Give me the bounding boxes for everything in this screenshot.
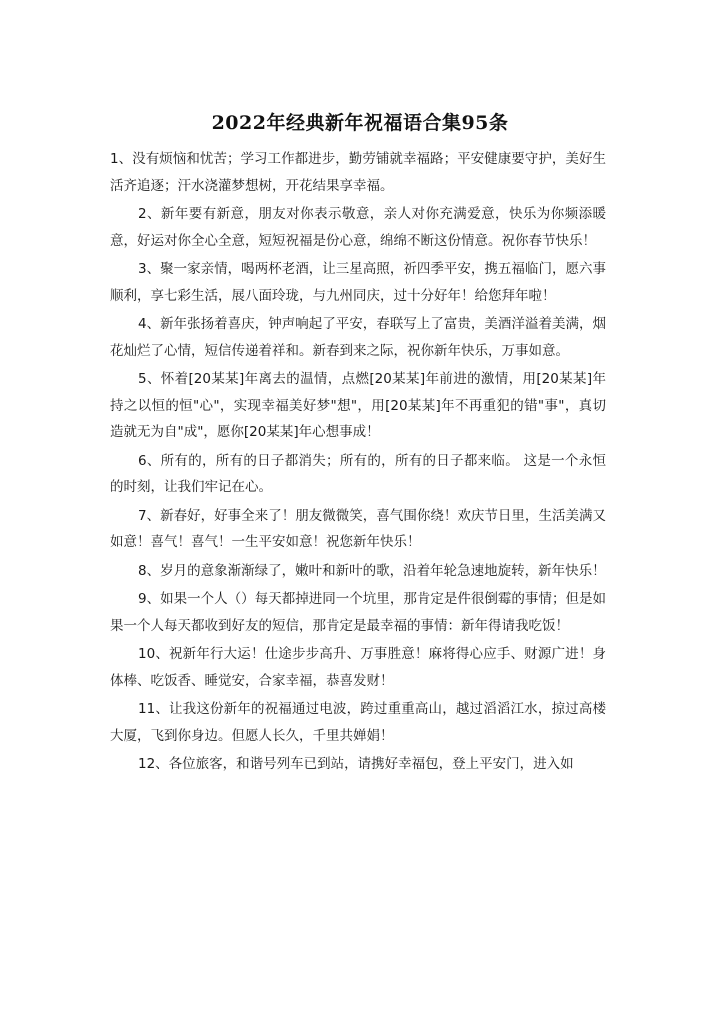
paragraph-9: 9、如果一个人（）每天都掉进同一个坑里，那肯定是件很倒霉的事情；但是如果一个人每天都收到好友的短信，那肯定是最幸福的事情：新年得请我吃饭！ [110,591,606,634]
paragraph-5: 5、怀着[20某某]年离去的温情，点燃[20某某]年前进的激情，用[20某某]年持之以恒的恒"心"，实现幸福美好梦"想"，用[20某某]年不再重犯的错"事"，真切造就无为自"成"，愿你[20某某]年心想事成！ [110,371,606,440]
paragraph-3: 3、聚一家亲情，喝两杯老酒，让三星高照，祈四季平安，携五福临门，愿六事顺利，享七彩生活，展八面玲珑，与九州同庆，过十分好年！给您拜年啦！ [110,261,606,304]
paragraph-7: 7、新春好，好事全来了！朋友微微笑，喜气围你绕！欢庆节日里，生活美满又如意！喜气！喜气！一生平安如意！祝您新年快乐！ [110,507,606,550]
paragraph-8: 8、岁月的意象渐渐绿了，嫩叶和新叶的歌，沿着年轮急速地旋转，新年快乐！ [138,562,606,579]
paragraph-6: 6、所有的，所有的日子都消失；所有的，所有的日子都来临。 这是一个永恒的时刻，让我们牢记在心。 [110,452,606,495]
document-title: 2022年经典新年祝福语合集95条 [211,112,509,134]
paragraph-12: 12、各位旅客，和谐号列车已到站，请携好幸福包，登上平安门，进入如 [138,756,574,772]
paragraph-11: 11、让我这份新年的祝福通过电波，跨过重重高山，越过滔滔江水，掠过高楼大厦，飞到你身边。但愿人长久，千里共婵娟！ [110,701,606,744]
paragraph-4: 4、新年张扬着喜庆，钟声响起了平安，春联写上了富贵，美酒洋溢着美满，烟花灿烂了心情，短信传递着祥和。新春到来之际，祝你新年快乐，万事如意。 [110,316,606,359]
paragraph-10: 10、祝新年行大运！仕途步步高升、万事胜意！麻将得心应手、财源广进！身体棒、吃饭香、睡觉安，合家幸福，恭喜发财！ [110,646,606,689]
paragraph-2: 2、新年要有新意，朋友对你表示敬意，亲人对你充满爱意，快乐为你频添暖意，好运对你全心全意，短短祝福是份心意，绵绵不断这份情意。祝你春节快乐！ [110,206,606,249]
paragraph-1: 1、没有烦恼和忧苦；学习工作都进步，勤劳铺就幸福路；平安健康要守护，美好生活齐追逐；汗水浇灌梦想树，开花结果享幸福。 [110,151,606,194]
document-body [110,146,606,780]
